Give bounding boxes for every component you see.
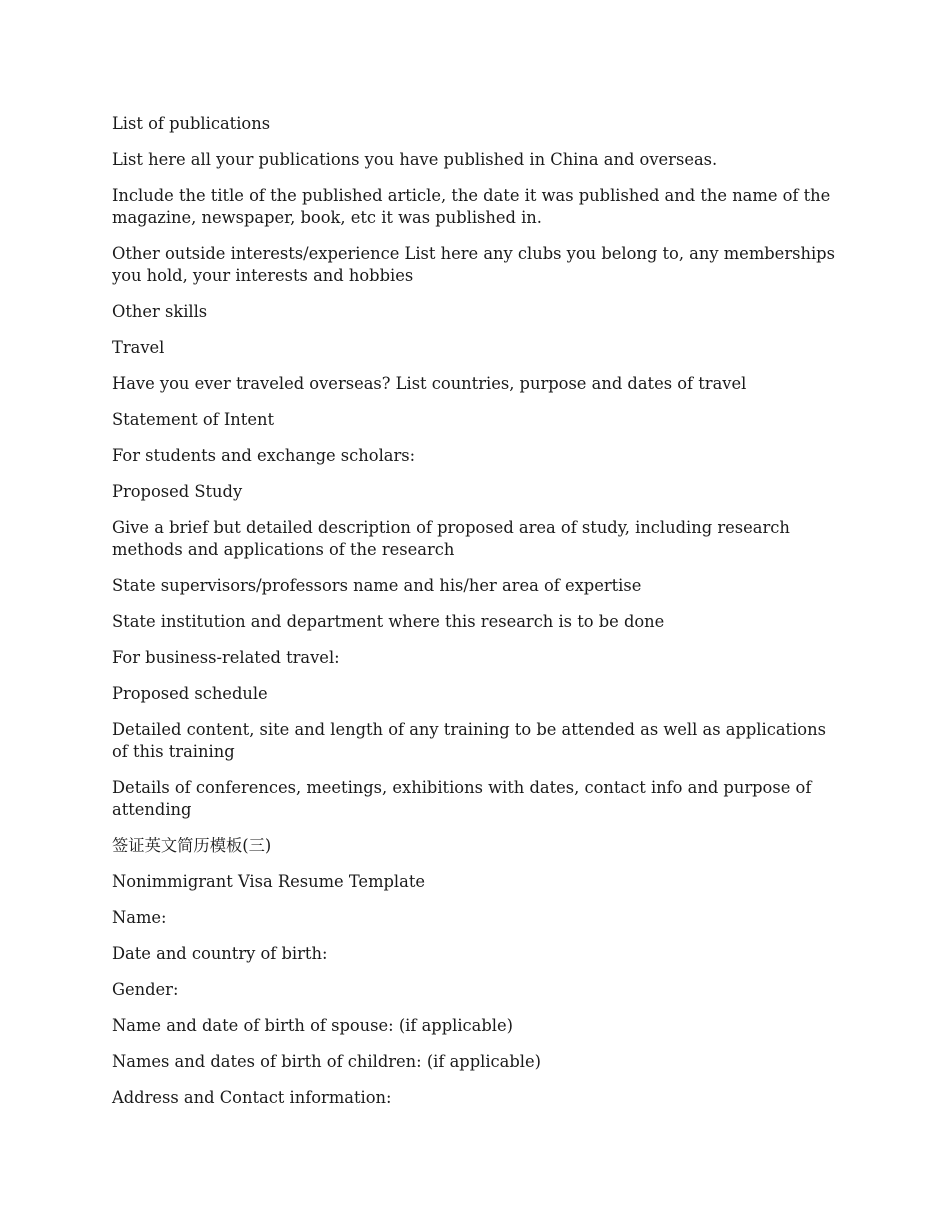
section-heading-other-skills: Other skills: [112, 302, 208, 321]
proposed-study-description: Give a brief but detailed description of proposed area of study, including research methods and applications of the research: [112, 518, 790, 559]
travel-instruction: Have you ever traveled overseas? List countries, purpose and dates of travel: [112, 374, 747, 393]
institution-instruction: State institution and department where this research is to be done: [112, 612, 665, 631]
training-details: Detailed content, site and length of any training to be attended as well as applications of this training: [112, 720, 826, 761]
field-address: Address and Contact information:: [112, 1088, 392, 1107]
outside-interests-paragraph: Other outside interests/experience List here any clubs you belong to, any memberships you hold, your interests and hobbies: [112, 244, 835, 285]
supervisor-instruction: State supervisors/professors name and his/her area of expertise: [112, 576, 642, 595]
section-heading-publications: List of publications: [112, 114, 271, 133]
conference-details: Details of conferences, meetings, exhibitions with dates, contact info and purpose of attending: [112, 778, 812, 819]
business-subheading: For business-related travel:: [112, 648, 340, 667]
section-heading-travel: Travel: [112, 338, 165, 357]
field-birth: Date and country of birth:: [112, 944, 328, 963]
field-children: Names and dates of birth of children: (if applicable): [112, 1052, 541, 1071]
section-heading-statement-of-intent: Statement of Intent: [112, 410, 274, 429]
section-heading-proposed-schedule: Proposed schedule: [112, 684, 268, 703]
template-title-chinese: 签证英文简历模板(三): [112, 836, 272, 855]
publications-instruction: List here all your publications you have published in China and overseas.: [112, 150, 718, 169]
students-subheading: For students and exchange scholars:: [112, 446, 416, 465]
template-title: Nonimmigrant Visa Resume Template: [112, 872, 426, 891]
publications-details: Include the title of the published article, the date it was published and the name of the magazine, newspaper, book, etc it was published in.: [112, 186, 831, 227]
section-heading-proposed-study: Proposed Study: [112, 482, 243, 501]
field-gender: Gender:: [112, 980, 179, 999]
field-name: Name:: [112, 908, 167, 927]
field-spouse: Name and date of birth of spouse: (if applicable): [112, 1016, 513, 1035]
